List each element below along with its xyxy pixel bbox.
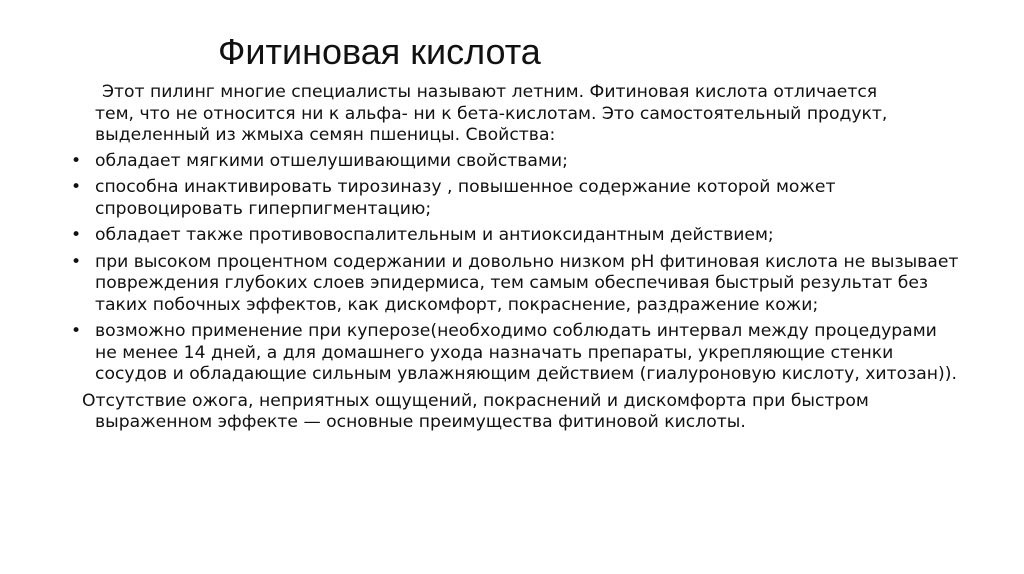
intro-line-1: Этот пилинг многие специалисты называют летним. Фитиновая кислота отличается <box>102 82 878 102</box>
bullet-icon: • <box>71 251 82 272</box>
intro-continuation: тем, что не относится ни к альфа- ни к бета-кислотам. Это самостоятельный продукт, выделенный из жмыха семян пшеницы. Свойства: <box>95 103 888 145</box>
properties-list <box>70 151 960 386</box>
list-item <box>70 225 960 247</box>
list-item-text: обладает мягкими отшелушивающими свойствами; <box>95 150 568 171</box>
list-item <box>70 321 960 386</box>
bullet-icon: • <box>71 321 82 341</box>
list-item <box>70 252 960 317</box>
slide-title: Фитиновая кислота <box>218 31 541 72</box>
list-item-text: возможно применение при куперозе(необходимо соблюдать интервал между процедурами не менее 14 дней, а для домашнего ухода назначать препараты, укрепляющие стенки сосудов и обладающие сильным увлажняющим действием (гиалуроновую кислоту, хитозан)). <box>95 321 957 384</box>
intro-paragraph <box>70 82 960 147</box>
slide-body <box>70 82 960 434</box>
list-item <box>70 151 960 173</box>
outro-continuation: выраженном эффекте — основные преимущества фитиновой кислоты. <box>95 412 746 432</box>
bullet-icon: • <box>71 225 82 245</box>
outro-paragraph <box>70 391 960 434</box>
list-item <box>70 177 960 220</box>
outro-line-1: Отсутствие ожога, неприятных ощущений, покраснений и дискомфорта при быстром <box>82 390 869 411</box>
list-item-text: способна инактивировать тирозиназу , повышенное содержание которой может спровоцировать гиперпигментацию; <box>95 177 836 219</box>
bullet-icon: • <box>71 177 82 197</box>
list-item-text: обладает также противовоспалительным и антиоксидантным действием; <box>95 225 774 245</box>
bullet-icon: • <box>71 150 82 171</box>
list-item-text: при высоком процентном содержании и довольно низком pH фитиновая кислота не вызывает повреждения глубоких слоев эпидермиса, тем самым обеспечивая быстрый результат без таких побочных эффектов, как дискомфорт, покраснение, раздражение кожи; <box>95 251 959 315</box>
